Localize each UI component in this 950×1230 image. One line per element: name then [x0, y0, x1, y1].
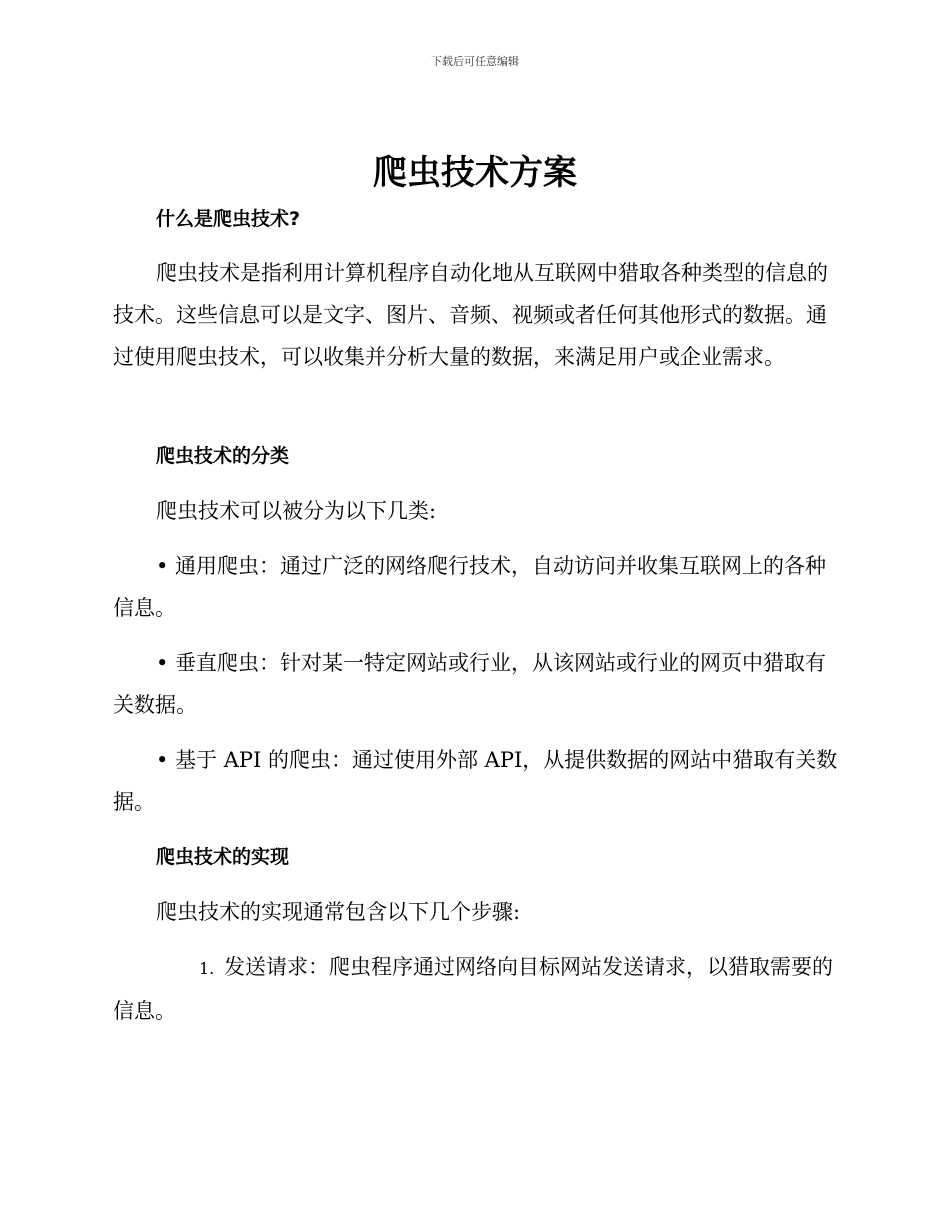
- list-item-vertical-crawler: • 垂直爬虫：针对某一特定网站或行业，从该网站或行业的网页中猎取有关数据。: [113, 651, 827, 717]
- paragraph-impl-intro: 爬虫技术的实现通常包含以下几个步骤:: [156, 900, 521, 924]
- list-item-api-crawler: • 基于 API 的爬虫：通过使用外部 API，从提供数据的网站中猎取有关数据。: [113, 748, 838, 814]
- step-number: 1.: [199, 959, 215, 978]
- section-heading-impl: 爬虫技术的实现: [156, 846, 290, 868]
- section-heading-types: 爬虫技术的分类: [156, 445, 290, 467]
- list-item-general-crawler: • 通用爬虫：通过广泛的网络爬行技术，自动访问并收集互联网上的各种信息。: [113, 554, 827, 620]
- paragraph-types-intro: 爬虫技术可以被分为以下几类:: [156, 499, 437, 523]
- section-heading-what: 什么是爬虫技术?: [156, 208, 301, 230]
- document-title: 爬虫技术方案: [373, 153, 577, 193]
- page-header-note: 下载后可任意编辑: [431, 55, 519, 68]
- numbered-step: [113, 946, 839, 1032]
- step-text: 发送请求：爬虫程序通过网络向目标网站发送请求，以猎取需要的信息。: [113, 955, 833, 1023]
- paragraph-what-body: 爬虫技术是指利用计算机程序自动化地从互联网中猎取各种类型的信息的技术。这些信息可以是文字、图片、音频、视频或者任何其他形式的数据。通过使用爬虫技术，可以收集并分析大量的数据，来满足用户或企业需求。: [113, 261, 828, 369]
